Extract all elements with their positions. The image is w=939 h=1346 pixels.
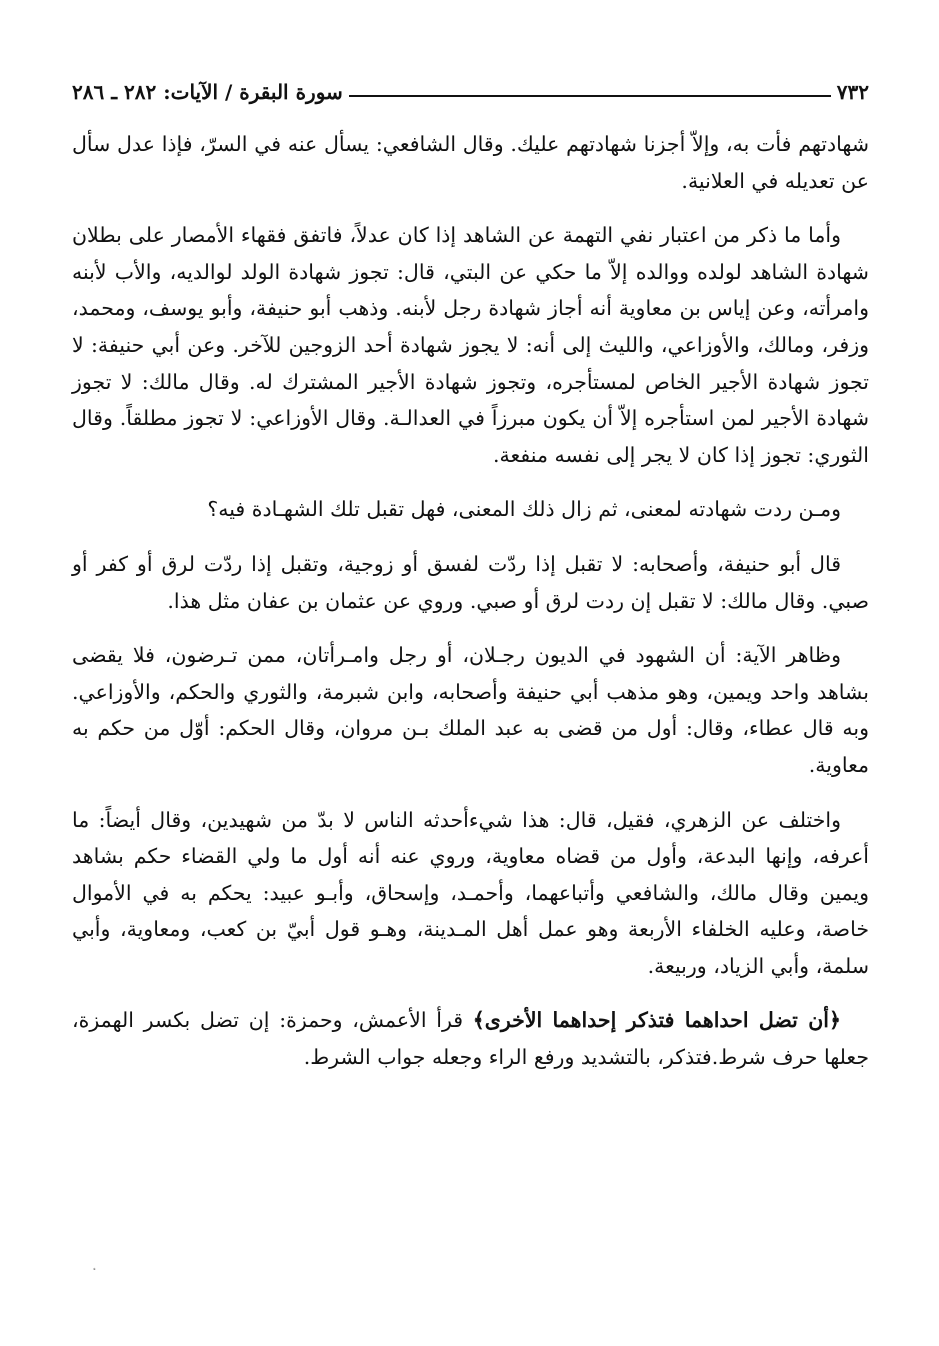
page-header bbox=[72, 70, 869, 104]
paragraph-1-text: شهادتهم فأت به، وإلاّ أجزنا شهادتهم عليك. وقال الشافعي: يسأل عنه في السرّ، فإذا عدل سأل عن تعديله في العلانية. bbox=[72, 132, 869, 193]
paragraph-6-text: واختلف عن الزهري، فقيل، قال: هذا شيءأحدثه الناس لا بدّ من شهيدين، وقال أيضاً: ما أعرفه، وإنها البدعة، وأول من قضاه معاوية، وروي عنه أنه أول ما ولي القضاء حكم بشاهد ويمين وقال مالك، والشافعي وأتباعهما، وأحمـد، وإسحاق، وأبـو عبيد: يحكم به في الأموال خاصة، وعليه الخلفاء الأربعة وهو عمل أهل المـدينة، وهـو قول أبيّ بن كعب، ومعاوية، وأبي سلمة، وأبي الزياد، وربيعة. bbox=[72, 807, 869, 978]
paragraph-7 bbox=[72, 1002, 869, 1075]
paragraph-1 bbox=[72, 126, 869, 199]
paragraph-5-text: وظاهر الآية: أن الشهود في الديون رجـلان، أو رجل وامـرأتان، ممن تـرضون، فلا يقضى بشاهد واحد ويمين، وهو مذهب أبي حنيفة وأصحابه، وابن شبرمة، والثوري والحكم، والأوزاعي. وبه قال عطاء، وقال: أول من قضى به عبد الملك بـن مروان، وقال الحكم: أوّل من حكم به معاوية. bbox=[72, 643, 869, 777]
running-title: سورة البقرة / الآيات: ٢٨٢ ـ ٢٨٦ bbox=[72, 80, 343, 104]
paragraph-3-text: ومـن ردت شهادته لمعنى، ثم زال ذلك المعنى، فهل تقبل تلك الشهـادة فيه؟ bbox=[207, 497, 841, 522]
paragraph-4-text: قال أبو حنيفة، وأصحابه: لا تقبل إذا ردّت لفسق أو زوجية، وتقبل إذا ردّت لرق أو كفر أو صبي. وقال مالك: لا تقبل إن ردت لرق أو صبي. وروي عن عثمان بن عفان مثل هذا. bbox=[72, 551, 869, 613]
body-text bbox=[72, 126, 869, 1094]
paragraph-2-text: وأما ما ذكر من اعتبار نفي التهمة عن الشاهد إذا كان عدلاً، فاتفق فقهاء الأمصار على بطلان شهادة الشاهد لولده ووالده إلاّ ما حكي عن البتي، قال: تجوز شهادة الولد لوالديه، والأب لأبنه وامرأته، وعن إياس بن معاوية أنه أجاز شهادة رجل لأبنه. وذهب أبو حنيفة، وأبو يوسف، ومحمد، وزفر، ومالك، والأوزاعي، والليث إلى أنه: لا يجوز شهادة أحد الزوجين للآخر. وعن أبي حنيفة: لا تجوز شهادة الأجير الخاص لمستأجره، وتجوز شهادة الأجير المشترك له. وقال مالك: لا تجوز شهادة الأجير لمن استأجره إلاّ أن يكون مبرزاً في العدالـة. وقال الأوزاعي: لا تجوز مطلقاً. وقال الثوري: تجوز إذا كان لا يجر إلى نفسه منفعة. bbox=[72, 223, 869, 467]
paragraph-7-text: قرأ الأعمش، وحمزة: إن تضل بكسر الهمزة، جعلها حرف شرط.فتذكر، بالتشديد ورفع الراء وجعله جواب الشرط. bbox=[72, 1008, 869, 1070]
paragraph-5 bbox=[72, 637, 869, 783]
paragraph-4 bbox=[72, 546, 869, 619]
page-number: ٧٣٢ bbox=[836, 80, 869, 104]
paragraph-2 bbox=[72, 217, 869, 473]
header-rule bbox=[349, 95, 831, 97]
quranic-verse: ﴿أن تضل احداهما فتذكر إحداهما الأخرى﴾ bbox=[472, 1008, 841, 1033]
paragraph-6 bbox=[72, 802, 869, 985]
paragraph-3 bbox=[72, 491, 869, 528]
